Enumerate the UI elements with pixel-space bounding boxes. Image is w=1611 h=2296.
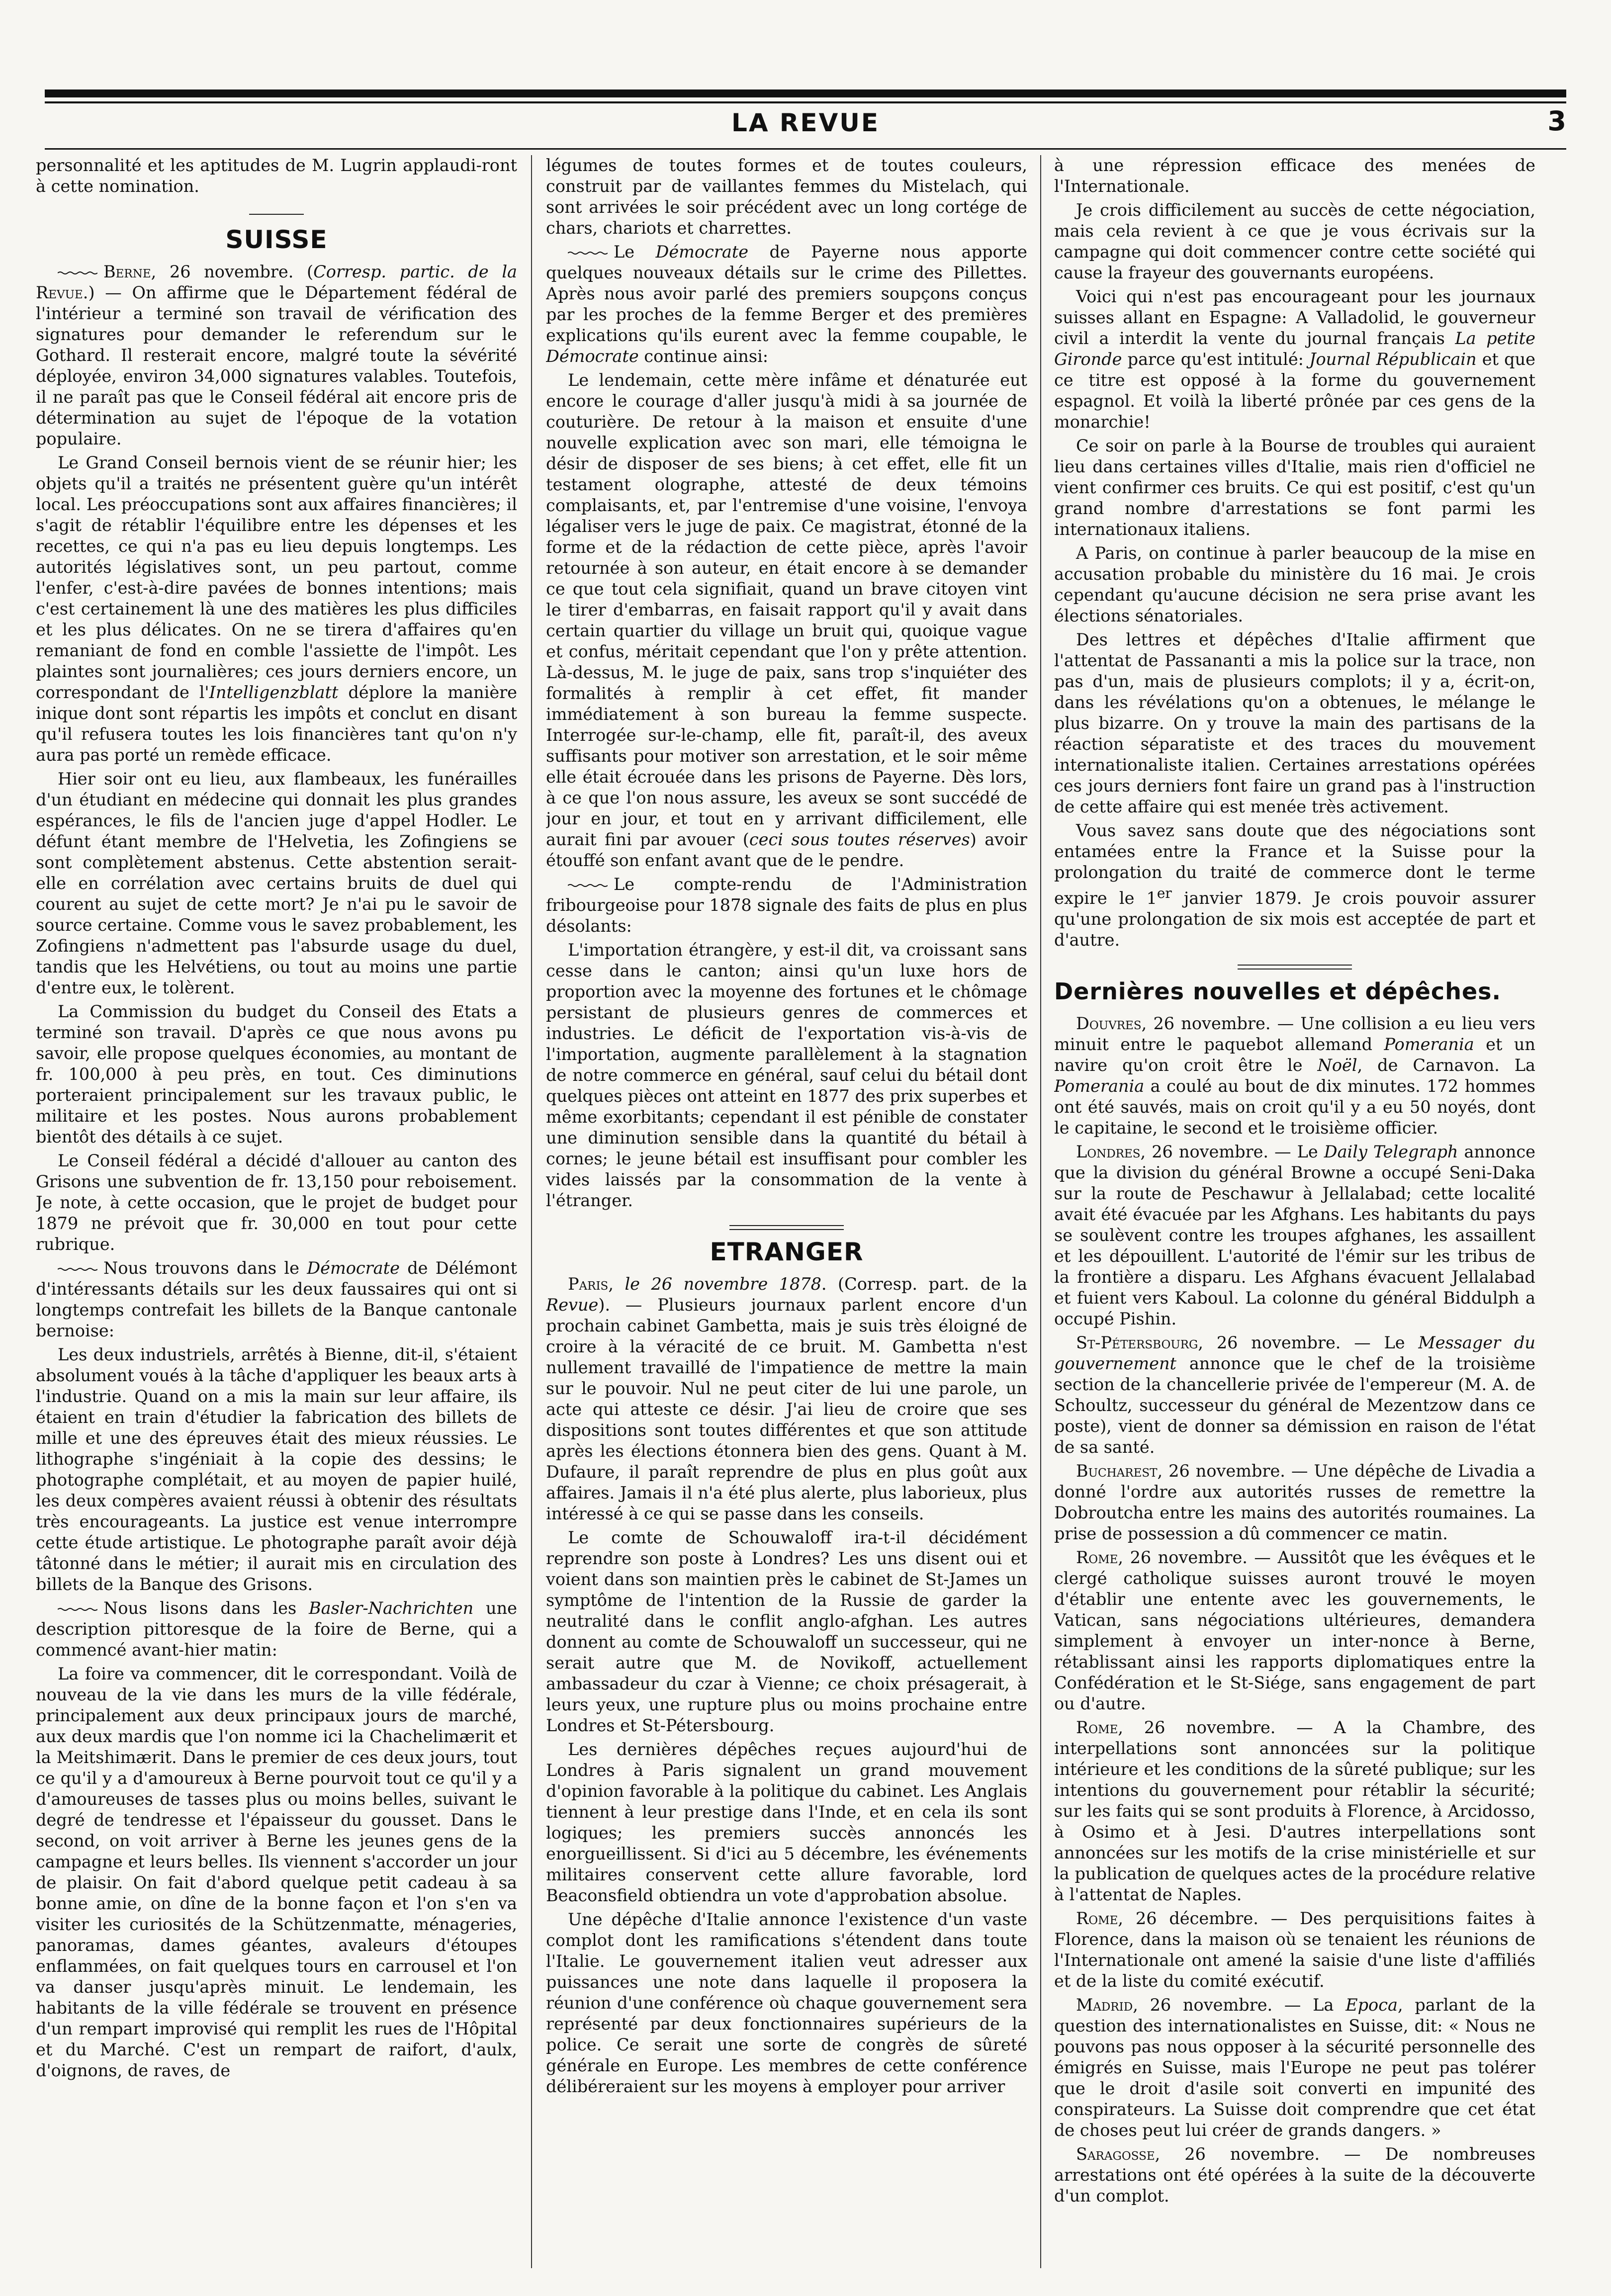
- newspaper-name: Démocrate: [307, 1258, 400, 1278]
- newspaper-name: Messager du gouvernement: [1054, 1333, 1535, 1374]
- article-paragraph: Hier soir ont eu lieu, aux flambeaux, les funérailles d'un étudiant en médecine qui donnait les plus grandes espérances, le fils de l'ancien juge d'appel Hodler. Le défunt étant membre de l'Helvetia, les Zofingiens se sont complètement abstenus. Cette abstention serait-elle en corrélation avec certains bruits de duel qui courent au sujet de cette mort? Je n'ai pu le savoir de source certaine. Comme vous le savez probablement, les Zofingiens n'admettent pas l'absurde usage du duel, tandis que les Helvétiens, ou tout au moins une partie d'entre eux, le tolèrent.: [36, 769, 517, 997]
- column-1: [36, 155, 517, 2268]
- paragraph-text: parce qu'est intitulé:: [1122, 350, 1310, 369]
- article-continuation: personnalité et les aptitudes de M. Lugrin applaudi-ront à cette nomination.: [36, 156, 517, 196]
- paragraph-text: ) avoir étouffé son enfant avant que de le pendre.: [546, 830, 1027, 870]
- paragraph-text: , 26 novembre. — Le: [1198, 1333, 1419, 1353]
- publication-name: Revue: [546, 1295, 599, 1315]
- newspaper-name: La petite Gironde: [1054, 329, 1535, 369]
- paragraph-text: janvier 1879. Je crois pouvoir assurer qu'une prolongation de six mois est acceptée de part et d'autre.: [1054, 888, 1535, 950]
- news-item: [1054, 2144, 1535, 2207]
- dateline-place: Bucharest: [1076, 1461, 1158, 1481]
- article-paragraph: [1054, 286, 1535, 433]
- newspaper-name: Démocrate: [655, 242, 749, 262]
- paragraph-text: , parlant de la question des internationalistes en Suisse, dit: « Nous ne pouvons pas nous opposer à la sécurité personnelle des émigrés en Suisse, mais l'Europe ne peut pas tolérer que le droit d'asile soit converti en impunité des conspirateurs. La Suisse doit comprendre que cet état de choses peut lui créer de grands dangers. »: [1054, 1995, 1535, 2140]
- paragraph-text: et un navire qu'on croit être le: [1054, 1035, 1535, 1075]
- dateline-place: Saragosse: [1076, 2144, 1155, 2164]
- dateline-place: Rome: [1076, 1548, 1118, 1568]
- section-title-latest-news: Dernières nouvelles et dépêches.: [1054, 978, 1501, 1005]
- section-title-suisse: SUISSE: [225, 225, 328, 254]
- paragraph-text: Nous lisons dans les: [103, 1598, 309, 1618]
- column-divider-1: [531, 155, 532, 2268]
- news-item: [1054, 1142, 1535, 1329]
- masthead: [45, 89, 1566, 144]
- news-item: [1054, 1547, 1535, 1714]
- paragraph-text: , 26 novembre. — A la Chambre, des interpellations sont annoncées sur la politique intérieure et les conditions de la sûreté publique; sur les intentions du gouvernement pour rétablir la sécurité; sur les faits qui se sont produits à Florence, à Arcidosso, à Osimo et à Jesi. D'autres interpellations sont annoncées sur les motifs de la crise ministérielle et sur la publication de quelques actes de la procédure relative à l'attentat de Naples.: [1054, 1718, 1535, 1905]
- squiggle-dash-icon: [58, 271, 97, 275]
- article-paragraph: Le Conseil fédéral a décidé d'allouer au canton des Grisons une subvention de fr. 13,150 pour reboisement. Je note, à cette occasion, que le projet de budget pour 1879 ne prévoit que fr. 30,000 en tout pour cette rubrique.: [36, 1151, 517, 1254]
- header-underline: [45, 148, 1566, 150]
- article-paragraph: A Paris, on continue à parler beaucoup de la mise en accusation probable du ministère du 16 mai. Je crois cependant qu'aucune décision ne sera prise avant les élections sénatoriales.: [1054, 543, 1535, 625]
- italic-aside: ceci sous toutes réserves: [749, 830, 970, 849]
- news-item: [1054, 1013, 1535, 1139]
- paragraph-text: continue ainsi:: [638, 347, 769, 366]
- paragraph-text: , 26 novembre. — La: [1133, 1995, 1346, 2015]
- paragraph-text: ) — On affirme que le Département fédéral de l'intérieur a terminé son travail de vérification des signatures pour demander le referendum sur le Gothard. Il resterait encore, malgré toute la sévérité déployée, environ 34,000 signatures valables. Toutefois, il ne paraît pas que le Conseil fédéral ait encore pris de détermination au sujet de l'époque de la votation populaire.: [36, 283, 517, 448]
- paragraph-text: Nous trouvons dans le: [103, 1258, 307, 1278]
- paragraph-text: Le Grand Conseil bernois vient de se réunir hier; les objets qu'il a traités ne présentent guère qu'un intérêt local. Les préoccupations sont aux affaires financières; il s'agit de rétablir l'équilibre entre les dépenses et les recettes, ce qui n'a pas eu lieu depuis longtemps. Les autorités législatives sont, un peu partout, comme l'enfer, c'est-à-dire pavées de bonnes intentions; mais c'est certainement là une des matières les plus difficiles et les plus délicates. On ne se tirera d'affaires qu'en remaniant de fond en comble l'assiette de l'impôt. Les plaintes sont journalières; ces jours derniers encore, un correspondant de l': [36, 453, 517, 702]
- newspaper-name: Intelligenzblatt: [209, 683, 339, 702]
- paragraph-text: déplore la manière inique dont sont répartis les impôts et conclut en disant qu'il refusera toutes les lois financières tant qu'on n'y aura pas porté un remède efficace.: [36, 683, 517, 765]
- paragraph-text: Le lendemain, cette mère infâme et dénaturée eut encore le courage d'aller jusqu'à midi à sa journée de couturière. De retour à la maison et ensuite d'une nouvelle explication avec son mari, elle témoigna le désir de disposer de ses biens; à cet effet, elle fit un testament olographe, attesté de deux témoins complaisants, et, par l'entremise d'une voisine, l'envoya légaliser vers le juge de paix. Ce magistrat, étonné de la forme et de la rédaction de cette pièce, après l'avoir retournée à son auteur, en était encore à se demander ce que tout cela signifiait, quand un brave citoyen vint le tirer d'embarras, en faisait rapport qu'il y avait dans certain quartier du village un bruit qui, quoique vague et confus, méritait cependant que l'on y prête attention. Là-dessus, M. le juge de paix, sans trop s'inquiéter des formalités à remplir à cet effet, fit mander immédiatement à son bureau la femme suspecte. Interrogée sur-le-champ, elle fit, paraît-il, des aveux suffisants pour motiver son arrestation, et le soir même elle était écrouée dans les prisons de Payerne. Dès lors, à ce que l'on nous assure, les aveux se sont succédé de jour en jour, et tout en y arrivant difficilement, elle aurait fini par avouer (: [546, 370, 1027, 849]
- paragraph-text: , de Carnavon. La: [1357, 1056, 1535, 1075]
- paragraph-text: , 26 novembre. — Le: [1140, 1142, 1324, 1162]
- article-paragraph: L'importation étrangère, y est-il dit, va croissant sans cesse dans le canton; ainsi qu'un luxe hors de proportion avec la moyenne des fortunes et le chômage persistant de plusieurs genres de commerces et industries. Le déficit de l'exportation vis-à-vis de l'importation, augmente parallèlement à la stagnation de notre commerce en général, sauf celui du bétail dont quelques pièces ont atteint en 1877 des prix superbes et même exorbitants; cependant il est pénible de constater une diminution sensible dans la quantité du bétail à cornes; le jeune bétail est insuffisant pour combler les vides laissés par la consommation de la vente à l'étranger.: [546, 940, 1027, 1210]
- paragraph-text: Le compte-rendu de l'Administration fribourgeoise pour 1878 signale des faits de plus en plus désolants:: [546, 875, 1027, 936]
- squiggle-dash-icon: [58, 1267, 97, 1271]
- article-paragraph: Je crois difficilement au succès de cette négociation, mais cela revient à ce que je vous écrivais sur la campagne qui doit commencer contre cette société qui cause la frayeur des gouvernants européens.: [1054, 200, 1535, 282]
- column-2: [546, 155, 1027, 2268]
- article-continuation: à une répression efficace des menées de l'Internationale.: [1054, 156, 1535, 196]
- publication-name: Revue.: [36, 283, 89, 302]
- newspaper-name: Démocrate: [546, 347, 639, 366]
- article-continuation: légumes de toutes formes et de toutes couleurs, construit par de vaillantes femmes du Mistelach, qui sont arrivées le soir précédent avec un long cortége de chars, chariots et charrettes.: [546, 156, 1027, 238]
- column-divider-2: [1040, 155, 1041, 2268]
- article-paragraph: [546, 242, 1027, 367]
- dateline-place: Madrid: [1076, 1995, 1133, 2015]
- news-item: [1054, 1995, 1535, 2141]
- dateline-place: Douvres: [1076, 1014, 1142, 1034]
- article-paragraph: [546, 874, 1027, 937]
- article-paragraph: La Commission du budget du Conseil des Etats a terminé son travail. D'après ce que nous avons pu savoir, elle propose quelques économies, au montant de fr. 100,000 à peu près, en tout. Ces diminutions porteraient principalement sur les travaux public, le militaire et les postes. Nous aurons probablement bientôt des détails à ce sujet.: [36, 1002, 517, 1147]
- dateline-place: Rome: [1076, 1909, 1118, 1929]
- article-paragraph: Les dernières dépêches reçues aujourd'hui de Londres à Paris signalent un grand mouvement d'opinion favorable à la politique du cabinet. Les Anglais tiennent à leur prestige dans l'Inde, et en cela ils sont logiques; les premiers succès annoncés les enorgueillissent. Si d'ici au 5 décembre, les événements militaires conservent cette allure favorable, lord Beaconsfield obtiendra un vote d'approbation absolue.: [546, 1740, 1027, 1905]
- masthead-rule-thick: [45, 89, 1566, 97]
- newspaper-name: Journal Républicain: [1309, 350, 1477, 369]
- article-paragraph: Le comte de Schouwaloff ira-t-il décidément reprendre son poste à Londres? Les uns disent oui et voient dans son maintien près le cabinet de St-James un symptôme de l'intention de la Russie de garder la neutralité dans le conflit anglo-afghan. Les autres donnent au comte de Schouwaloff un successeur, qui ne serait autre que M. de Novikoff, actuellement ambassadeur du czar à Vienne; ce choix présagerait, à leurs yeux, une rupture plus ou moins prochaine entre Londres et St-Pétersbourg.: [546, 1528, 1027, 1735]
- article-paragraph: [546, 370, 1027, 871]
- article-paragraph: Ce soir on parle à la Bourse de troubles qui auraient lieu dans certaines villes d'Italie, mais rien d'officiel ne vient confirmer ces bruits. Ce qui est positif, c'est qu'un grand nombre d'arrestations se font parmi les internationaux italiens.: [1054, 436, 1535, 539]
- column-3: [1054, 155, 1535, 2268]
- article-paragraph: Des lettres et dépêches d'Italie affirment que l'attentat de Passananti a mis la police sur la trace, non pas d'un, mais de plusieurs complots; il y a, écrit-on, dans les révélations qu'on a obtenues, le mélange le plus bizarre. On y trouve la main des partisans de la réaction séparatiste et des traces du mouvement internationaliste italien. Certaines arrestations opérées ces jours derniers font faire un grand pas à l'instruction de cette affaire qui est menée très activement.: [1054, 630, 1535, 816]
- section-rule: [1238, 965, 1352, 970]
- paragraph-text: Vous savez sans doute que des négociations sont entamées entre la France et la Suisse pour la prolongation du traité de commerce dont le terme expire le 1: [1054, 821, 1535, 908]
- paragraph-text: a coulé au bout de dix minutes. 172 hommes ont été sauvés, mais on croit qu'il y a eu 50 noyés, dont le capitaine, le second et le troisième officier.: [1054, 1076, 1535, 1138]
- newspaper-name: Epoca: [1345, 1995, 1398, 2015]
- paragraph-text: Voici qui n'est pas encourageant pour les journaux suisses allant en Espagne: A Valladolid, le gouverneur civil a interdit la vente du journal français: [1054, 287, 1535, 348]
- section-title-etranger: ETRANGER: [710, 1237, 864, 1266]
- article-paragraph: Les deux industriels, arrêtés à Bienne, dit-il, s'étaient absolument voués à la tâche d'appliquer les beaux arts à l'industrie. Quand on a mis la main sur leur affaire, ils étaient en train d'étudier la fabrication des billets de mille et une des épreuves était des mieux réussies. Le lithographe s'ingéniait à la copie des dessins; le photographe complétait, et au moyen de papier huilé, les deux compères avaient réussi à obtenir des résultats très encourageants. La justice est venue interrompre cette étude artistique. Le photographe paraît avoir déjà tâtonné dans le métier; il aurait mis en circulation des billets de la Banque des Grisons.: [36, 1345, 517, 1594]
- article-paragraph: Paris, le 26 novembre 1878. (Corresp. part. de la Revue). — Plusieurs journaux parlent encore d'un prochain cabinet Gambetta, mais je suis très éloigné de croire à la véracité de ce bruit. M. Gambetta n'est nullement travaillé de l'impatience de mettre la main sur le pouvoir. Nul ne peut citer de lui une parole, un acte qui atteste ce désir. J'ai lieu de croire que ses dispositions sont toutes différentes et que son attitude après les élections étonnera bien des gens. Quant à M. Dufaure, il paraît reprendre de plus en plus goût aux affaires. Jamais il n'a été plus alerte, plus laborieux, plus intéressé à ce qui se passe dans les conseils.: [546, 1274, 1027, 1523]
- paragraph-text: annonce que la division du général Browne a occupé Seni-Daka sur la route de Peschawur à Jellalabad; cette localité avait été évacuée par les Afghans. Les habitants du pays se soulèvent contre les troupes afghanes, les assaillent et les dépouillent. L'autorité de l'émir sur les tribus de la frontière a disparu. Les Afghans évacuent Jellalabad et fuient vers Kaboul. La colonne du général Biddulph a occupé Pishin.: [1054, 1142, 1535, 1329]
- paragraph-text: ). — Plusieurs journaux parlent encore d'un prochain cabinet Gambetta, mais je suis très éloigné de croire à la véracité de ce bruit. M. Gambetta n'est nullement travaillé de l'impatience de mettre la main sur le pouvoir. Nul ne peut citer de lui une parole, un acte qui atteste ce désir. J'ai lieu de croire que ses dispositions sont toutes différentes et que son attitude après les élections étonnera bien des gens. Quant à M. Dufaure, il paraît reprendre de plus en plus goût aux affaires. Jamais il n'a été plus alerte, plus laborieux, plus intéressé à ce qui se passe dans les conseils.: [546, 1295, 1027, 1523]
- masthead-rule-thin: [45, 101, 1566, 103]
- correspondent-note: Corresp. partic. de la: [313, 262, 517, 281]
- newspaper-title: LA REVUE: [731, 108, 880, 137]
- dateline-place: Berne: [103, 262, 151, 281]
- newspaper-name: Daily Telegraph: [1324, 1142, 1458, 1162]
- paragraph-text: , 26 novembre. — Aussitôt que les évêques et le clergé catholique suisses auront trouvé le moyen d'établir une entente avec les gouvernements, le Vatican, sans négociations ultérieures, demandera simplement à envoyer un inter-nonce à Berne, rétablissant ainsi les rapports diplomatiques entre la Confédération et le St-Siége, sans engagement de part ou d'autre.: [1054, 1548, 1535, 1714]
- article-paragraph: [36, 1258, 517, 1341]
- dateline-place: Rome: [1076, 1718, 1118, 1738]
- paragraph-text: de Payerne nous apporte quelques nouveaux détails sur le crime des Pillettes. Après nous avoir parlé des premiers soupçons conçus par les proches de la femme Berger et des premières explications qu'ils eurent avec la femme coupable, le: [546, 242, 1027, 345]
- dateline-date: le 26 novembre 1878: [625, 1274, 821, 1294]
- superscript: er: [1157, 885, 1172, 901]
- paragraph-text: annonce que le chef de la troisième section de la chancellerie privée de l'empereur (M. A. de Schoultz, successeur du général de Mezentzow dans ce poste), vient de donner sa démission en raison de l'état de sa santé.: [1054, 1354, 1535, 1457]
- news-item: [1054, 1908, 1535, 1992]
- article-paragraph: [36, 1598, 517, 1661]
- dateline-place: Paris: [568, 1274, 609, 1294]
- article-paragraph: Une dépêche d'Italie annonce l'existence d'un vaste complot dont les ramifications s'étendent dans toute l'Italie. Le gouvernement italien veut adresser aux puissances une note dans laquelle il proposera la réunion d'une conférence où chaque gouvernement sera représenté par deux fonctionnaires supérieurs de la police. Ce serait une sorte de congrès de sûreté générale en Europe. Les membres de cette conférence délibéreraient sur les moyens à employer pour arriver: [546, 1910, 1027, 2096]
- page-number: 3: [1547, 105, 1566, 137]
- paragraph-text: , 26 novembre. — Une collision a eu lieu vers minuit entre le paquebot allemand: [1054, 1014, 1535, 1055]
- news-item: [1054, 1461, 1535, 1544]
- squiggle-dash-icon: [58, 1607, 97, 1611]
- dateline-place: St-Pétersbourg: [1076, 1333, 1198, 1353]
- article-paragraph: La foire va commencer, dit le correspondant. Voilà de nouveau de la vie dans les murs de la ville fédérale, principalement aux deux principaux jours de marché, aux deux mardis que l'on nomme ici la Chachelimærit et la Meitshimærit. Dans le premier de ces deux jours, tout ce qu'il y a d'amoureux à Berne pourvoit tout ce qu'il y a d'amoureuses de tasses plus ou moins belles, suivant le degré de tendresse et l'épaisseur du gousset. Dans le second, on voit arriver à Berne les jeunes gens de la campagne et leurs belles. Ils viennent s'accorder un jour de plaisir. On fait d'abord quelque petit cadeau à sa bonne amie, on dîne de la bonne façon et l'on s'en va visiter les curiosités de la Schützenmatte, ménageries, panoramas, dames géantes, avaleurs d'étoupes enflammées, on fait quelques tours en carrousel et l'on va danser jusqu'après minuit. Le lendemain, les habitants de la ville fédérale se trouvent en présence d'un rempart improvisé qui remplit les rues de l'Hôpital et du Marché. C'est un rempart de raifort, d'aulx, d'oignons, de raves, de: [36, 1664, 517, 2080]
- newspaper-name: Basler-Nachrichten: [308, 1598, 474, 1618]
- paragraph-text: Le: [614, 242, 656, 262]
- ship-name: Noël: [1317, 1056, 1357, 1075]
- article-paragraph: [1054, 820, 1535, 951]
- paragraph-text: et que ce titre est opposé à la forme du gouvernement espagnol. Et voilà la liberté prônée par ces gens de la monarchie!: [1054, 350, 1535, 432]
- section-rule: [729, 1225, 844, 1230]
- news-item: [1054, 1332, 1535, 1458]
- section-rule: [249, 214, 304, 215]
- news-item: [1054, 1717, 1535, 1905]
- squiggle-dash-icon: [568, 251, 608, 255]
- paragraph-text: , 26 novembre. — Une dépêche de Livadia a donné l'ordre aux autorités russes de remettre la Dobroutcha entre les mains des autorités roumaines. La prise de possession a dû commencer ce matin.: [1054, 1461, 1535, 1544]
- ship-name: Pomerania: [1384, 1035, 1474, 1055]
- paragraph-text: , 26 décembre. — Des perquisitions faites à Florence, dans la maison où se tenaient les réunions de l'Internationale ont amené la saisie d'une liste d'affiliés et de la liste du comité exécutif.: [1054, 1909, 1535, 1991]
- dateline-place: Londres: [1076, 1142, 1141, 1162]
- article-paragraph: [36, 452, 517, 766]
- paragraph-text: de Délémont d'intéressants détails sur les deux faussaires qui ont si longtemps contrefait les billets de la Banque cantonale bernoise:: [36, 1258, 517, 1340]
- ship-name: Pomerania: [1054, 1076, 1145, 1096]
- article-paragraph: [36, 262, 517, 449]
- squiggle-dash-icon: [568, 883, 608, 887]
- paragraph-text: , 26 novembre. — De nombreuses arrestations ont été opérées à la suite de la découverte d'un complot.: [1054, 2144, 1535, 2206]
- paragraph-text: . (Corresp. part. de la: [821, 1274, 1027, 1294]
- dateline-date: , 26 novembre. (: [151, 262, 314, 281]
- paragraph-text: une description pittoresque de la foire de Berne, qui a commencé avant-hier matin:: [36, 1598, 517, 1660]
